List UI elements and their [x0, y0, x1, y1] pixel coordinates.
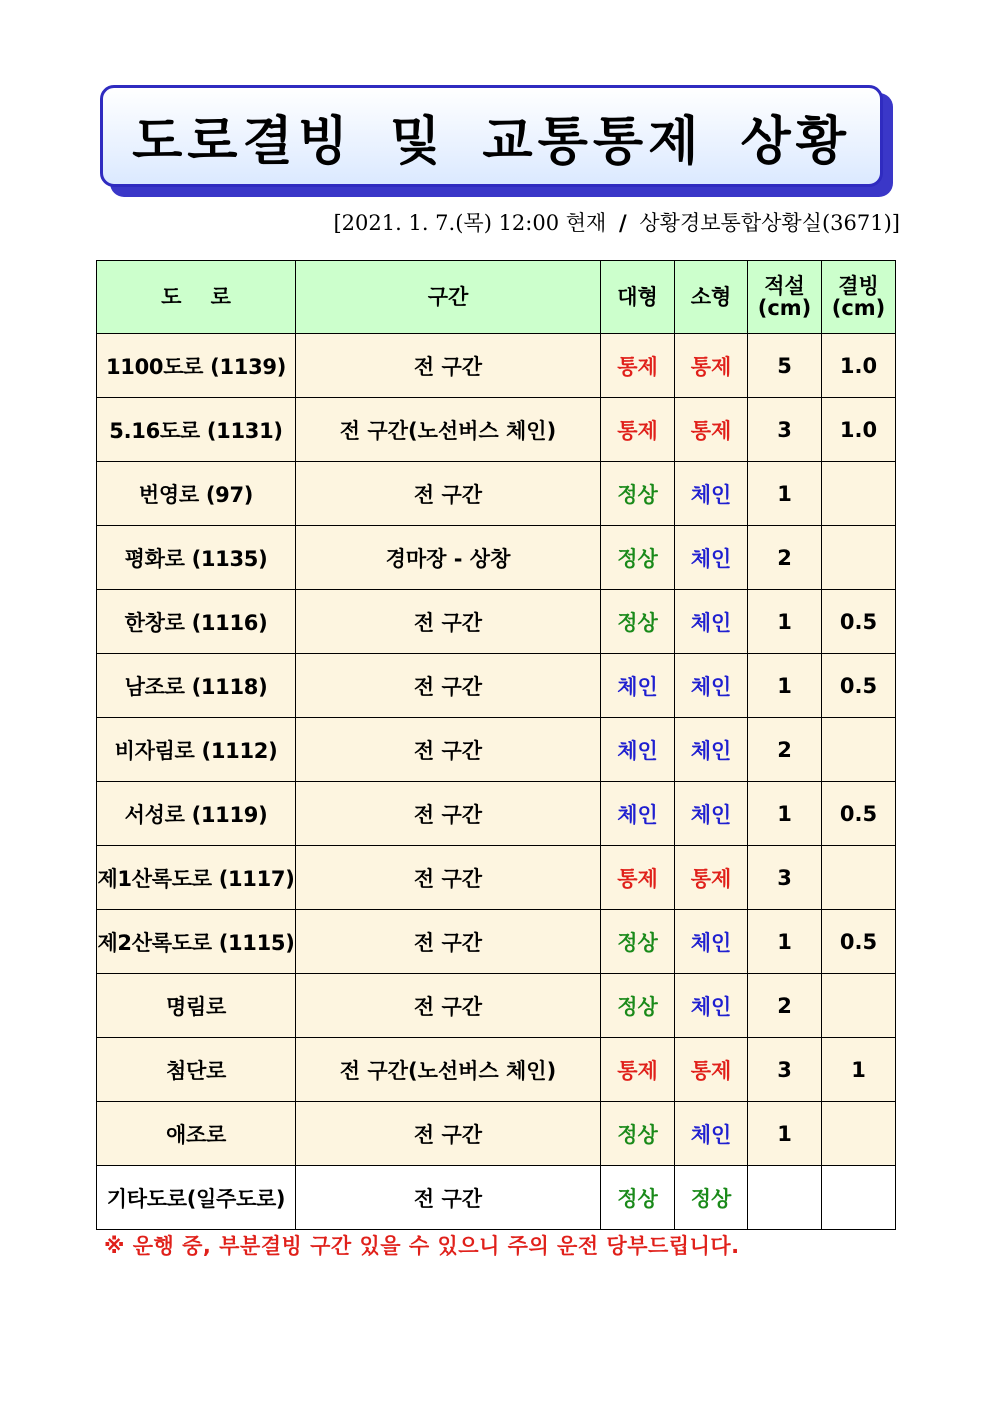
small-vehicle-status: 체인: [675, 462, 748, 526]
small-vehicle-status: 통제: [675, 398, 748, 462]
table-row: [97, 654, 896, 718]
snow-depth-cell: 2: [748, 718, 822, 782]
table-body: [97, 334, 896, 1230]
header-road: [97, 261, 296, 334]
header-small: 소형: [675, 261, 748, 334]
small-vehicle-status: 정상: [675, 1166, 748, 1230]
title-banner: [100, 85, 883, 187]
snow-depth-cell: 3: [748, 1038, 822, 1102]
large-vehicle-status: 정상: [601, 974, 675, 1038]
large-vehicle-status: 통제: [601, 334, 675, 398]
header-ice-unit: (cm): [831, 296, 886, 320]
ice-depth-cell: 1: [822, 1038, 896, 1102]
section-cell: 전 구간(노선버스 체인): [296, 1038, 601, 1102]
table-row: [97, 1038, 896, 1102]
section-cell: 전 구간: [296, 910, 601, 974]
header-ice-label: 결빙: [838, 274, 879, 298]
small-vehicle-status: 체인: [675, 974, 748, 1038]
ice-depth-cell: 1.0: [822, 334, 896, 398]
section-cell: 전 구간(노선버스 체인): [296, 398, 601, 462]
small-vehicle-status: 체인: [675, 654, 748, 718]
ice-depth-cell: 0.5: [822, 654, 896, 718]
snow-depth-cell: 2: [748, 974, 822, 1038]
snow-depth-cell: 1: [748, 910, 822, 974]
large-vehicle-status: 체인: [601, 654, 675, 718]
road-cell: 남조로 (1118): [97, 654, 296, 718]
ice-depth-cell: [822, 846, 896, 910]
section-cell: 경마장 - 상창: [296, 526, 601, 590]
table-header-row: [97, 261, 896, 334]
ice-depth-cell: 0.5: [822, 910, 896, 974]
table-row: [97, 462, 896, 526]
ice-depth-cell: [822, 1102, 896, 1166]
section-cell: 전 구간: [296, 846, 601, 910]
road-cell: 제2산록도로 (1115): [97, 910, 296, 974]
large-vehicle-status: 통제: [601, 846, 675, 910]
large-vehicle-status: 체인: [601, 718, 675, 782]
table-row: [97, 782, 896, 846]
small-vehicle-status: 통제: [675, 1038, 748, 1102]
snow-depth-cell: 1: [748, 590, 822, 654]
road-cell: 1100도로 (1139): [97, 334, 296, 398]
ice-depth-cell: 1.0: [822, 398, 896, 462]
road-cell: 5.16도로 (1131): [97, 398, 296, 462]
report-info: [333, 207, 900, 237]
road-status-table: [96, 260, 896, 1230]
snow-depth-cell: [748, 1166, 822, 1230]
section-cell: 전 구간: [296, 718, 601, 782]
large-vehicle-status: 통제: [601, 398, 675, 462]
small-vehicle-status: 체인: [675, 526, 748, 590]
snow-depth-cell: 5: [748, 334, 822, 398]
road-cell: 기타도로(일주도로): [97, 1166, 296, 1230]
small-vehicle-status: 체인: [675, 718, 748, 782]
header-section: 구간: [296, 261, 601, 334]
table-row: [97, 398, 896, 462]
ice-depth-cell: 0.5: [822, 782, 896, 846]
road-cell: 한창로 (1116): [97, 590, 296, 654]
table-row: [97, 334, 896, 398]
large-vehicle-status: 정상: [601, 1102, 675, 1166]
section-cell: 전 구간: [296, 590, 601, 654]
small-vehicle-status: 통제: [675, 846, 748, 910]
large-vehicle-status: 정상: [601, 910, 675, 974]
header-snow: [748, 261, 822, 334]
section-cell: 전 구간: [296, 974, 601, 1038]
snow-depth-cell: 1: [748, 462, 822, 526]
report-separator: /: [619, 210, 627, 235]
large-vehicle-status: 통제: [601, 1038, 675, 1102]
ice-depth-cell: [822, 718, 896, 782]
road-cell: 명림로: [97, 974, 296, 1038]
large-vehicle-status: 정상: [601, 590, 675, 654]
small-vehicle-status: 체인: [675, 782, 748, 846]
ice-depth-cell: [822, 1166, 896, 1230]
road-cell: 비자림로 (1112): [97, 718, 296, 782]
caution-note: ※ 운행 중, 부분결빙 구간 있을 수 있으니 주의 운전 당부드립니다.: [104, 1234, 740, 1258]
section-cell: 전 구간: [296, 782, 601, 846]
road-cell: 제1산록도로 (1117): [97, 846, 296, 910]
road-cell: 첨단로: [97, 1038, 296, 1102]
table-row: [97, 1102, 896, 1166]
section-cell: 전 구간: [296, 654, 601, 718]
small-vehicle-status: 통제: [675, 334, 748, 398]
section-cell: 전 구간: [296, 1102, 601, 1166]
report-source: 상황경보통합상황실(3671)]: [639, 211, 900, 235]
road-cell: 애조로: [97, 1102, 296, 1166]
section-cell: 전 구간: [296, 462, 601, 526]
table-row: [97, 974, 896, 1038]
page-title: 도로결빙 및 교통통제 상황: [132, 111, 851, 172]
road-cell: 번영로 (97): [97, 462, 296, 526]
report-datetime: [2021. 1. 7.(목) 12:00 현재: [333, 211, 607, 235]
snow-depth-cell: 1: [748, 782, 822, 846]
table-row: [97, 718, 896, 782]
header-road-label: 도 로: [161, 285, 231, 309]
table-row: [97, 1166, 896, 1230]
table-row: [97, 846, 896, 910]
header-large: 대형: [601, 261, 675, 334]
table-row: [97, 590, 896, 654]
header-snow-label: 적설: [764, 274, 805, 298]
snow-depth-cell: 1: [748, 654, 822, 718]
ice-depth-cell: 0.5: [822, 590, 896, 654]
header-ice: [822, 261, 896, 334]
header-snow-unit: (cm): [757, 296, 812, 320]
table-row: [97, 910, 896, 974]
ice-depth-cell: [822, 462, 896, 526]
large-vehicle-status: 정상: [601, 1166, 675, 1230]
snow-depth-cell: 1: [748, 1102, 822, 1166]
road-cell: 평화로 (1135): [97, 526, 296, 590]
section-cell: 전 구간: [296, 334, 601, 398]
snow-depth-cell: 3: [748, 846, 822, 910]
table-row: [97, 526, 896, 590]
large-vehicle-status: 정상: [601, 462, 675, 526]
ice-depth-cell: [822, 974, 896, 1038]
snow-depth-cell: 3: [748, 398, 822, 462]
small-vehicle-status: 체인: [675, 590, 748, 654]
small-vehicle-status: 체인: [675, 910, 748, 974]
ice-depth-cell: [822, 526, 896, 590]
section-cell: 전 구간: [296, 1166, 601, 1230]
large-vehicle-status: 체인: [601, 782, 675, 846]
large-vehicle-status: 정상: [601, 526, 675, 590]
snow-depth-cell: 2: [748, 526, 822, 590]
road-cell: 서성로 (1119): [97, 782, 296, 846]
small-vehicle-status: 체인: [675, 1102, 748, 1166]
